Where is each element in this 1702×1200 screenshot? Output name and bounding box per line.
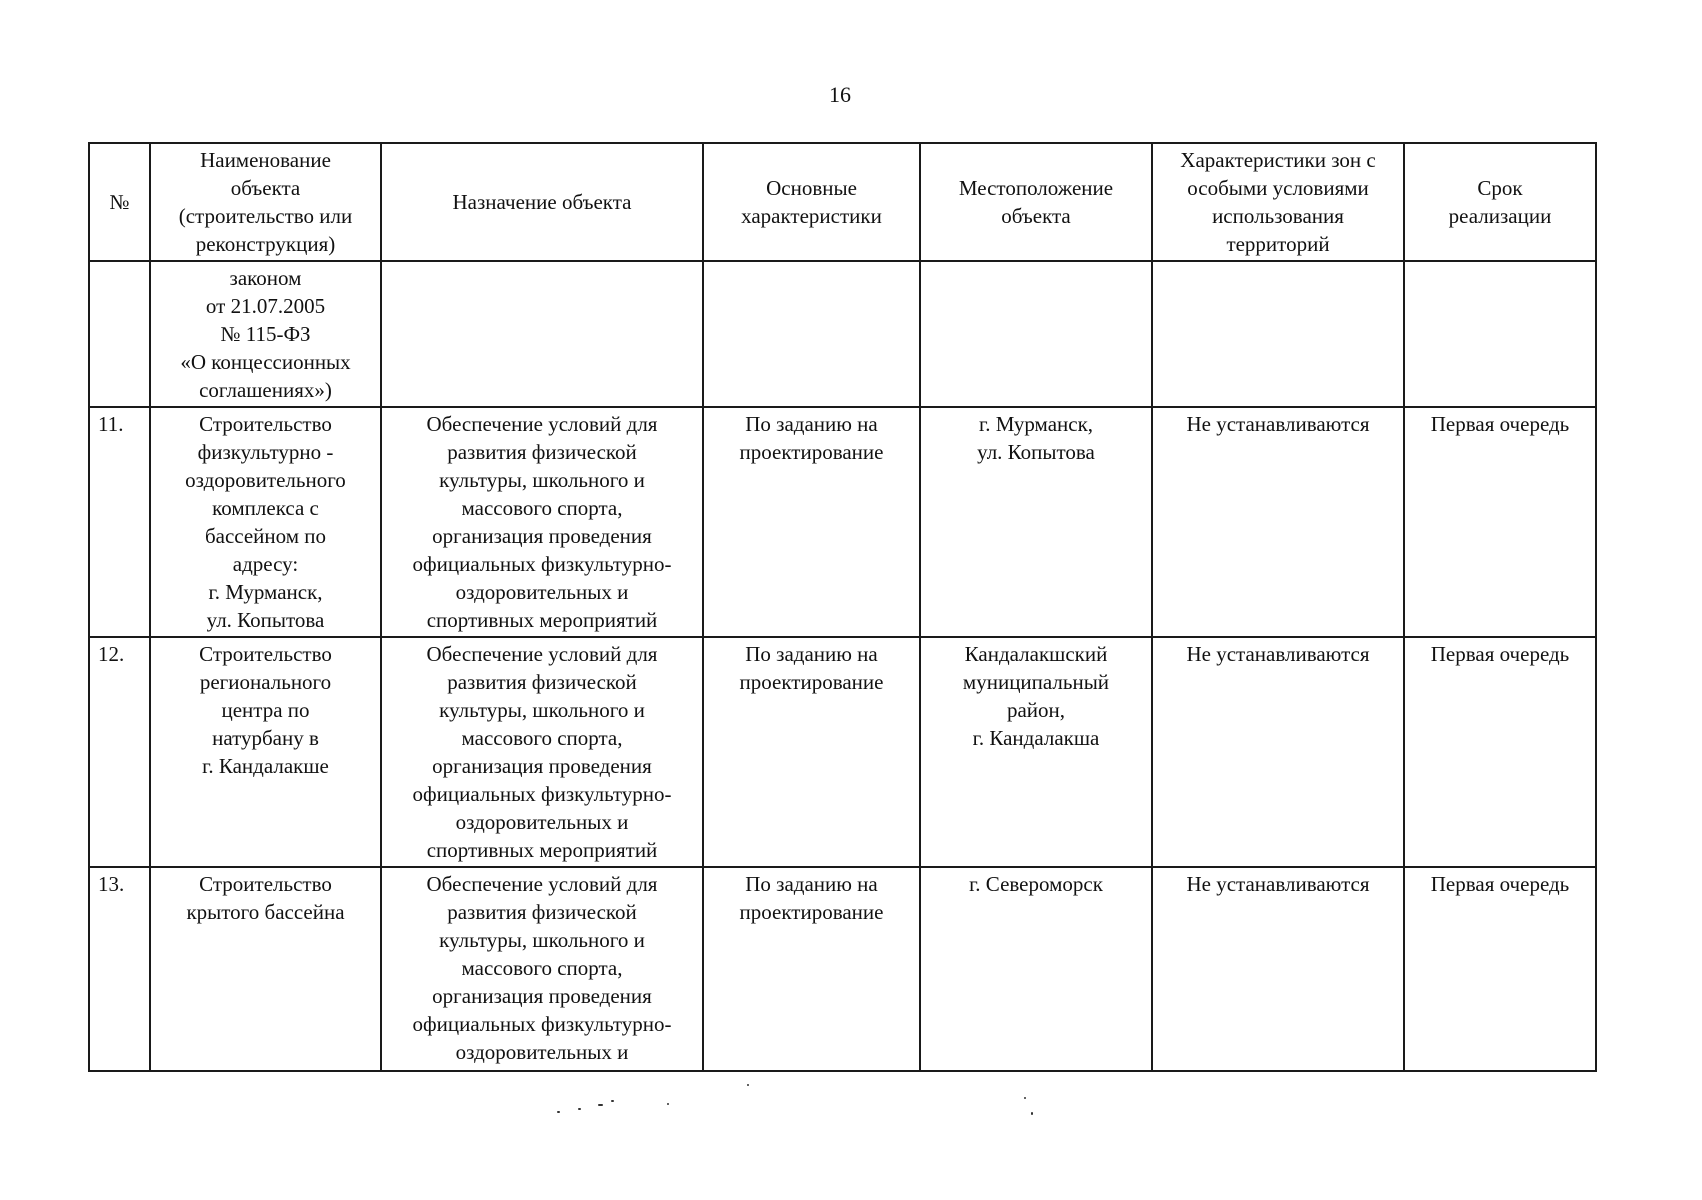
row-term (1404, 261, 1596, 407)
row-object-name: Строительство физкультурно - оздоровительного комплекса с бассейном по адресу: г. Мурманск, ул. Копытова (150, 407, 381, 637)
row-characteristics (703, 261, 920, 407)
row-term: Первая очередь (1404, 637, 1596, 867)
row-characteristics: По заданию на проектирование (703, 637, 920, 867)
page-number: 16 (829, 82, 851, 107)
header-object-purpose: Назначение объекта (381, 143, 703, 261)
header-implementation-term: Срок реализации (1404, 143, 1596, 261)
scan-speck (598, 1104, 603, 1106)
table-row (89, 261, 1596, 407)
row-characteristics: По заданию на проектирование (703, 407, 920, 637)
scan-speck (667, 1103, 669, 1105)
table-row (89, 637, 1596, 867)
row-location: г. Североморск (920, 867, 1152, 1071)
row-location: г. Мурманск, ул. Копытова (920, 407, 1152, 637)
row-location: Кандалакшский муниципальный район, г. Кандалакша (920, 637, 1152, 867)
row-location (920, 261, 1152, 407)
row-object-name: Строительство крытого бассейна (150, 867, 381, 1071)
row-object-purpose: Обеспечение условий для развития физической культуры, школьного и массового спорта, организация проведения официальных физкультурно- оздоровительных и спортивных мероприятий (381, 637, 703, 867)
row-special-zones: Не устанавливаются (1152, 407, 1404, 637)
row-term: Первая очередь (1404, 867, 1596, 1071)
header-object-location: Местоположение объекта (920, 143, 1152, 261)
row-term: Первая очередь (1404, 407, 1596, 637)
row-object-purpose: Обеспечение условий для развития физической культуры, школьного и массового спорта, организация проведения официальных физкультурно- оздоровительных и спортивных мероприятий (381, 407, 703, 637)
row-number: 11. (89, 407, 150, 637)
scan-speck (747, 1084, 749, 1086)
table-row (89, 407, 1596, 637)
header-special-zones: Характеристики зон с особыми условиями использования территорий (1152, 143, 1404, 261)
scan-speck (578, 1108, 581, 1110)
table-header-row (89, 143, 1596, 261)
row-object-name: Строительство регионального центра по натурбану в г. Кандалакше (150, 637, 381, 867)
scan-speck (611, 1100, 614, 1102)
row-object-name: законом от 21.07.2005 № 115-ФЗ «О концессионных соглашениях») (150, 261, 381, 407)
scan-speck (1024, 1097, 1026, 1099)
row-number: 12. (89, 637, 150, 867)
table-row (89, 867, 1596, 1071)
header-object-name: Наименование объекта (строительство или реконструкция) (150, 143, 381, 261)
objects-table (88, 142, 1597, 1072)
scan-speck (1031, 1112, 1033, 1115)
row-number: 13. (89, 867, 150, 1071)
row-special-zones: Не устанавливаются (1152, 637, 1404, 867)
row-special-zones: Не устанавливаются (1152, 867, 1404, 1071)
row-object-purpose (381, 261, 703, 407)
row-number (89, 261, 150, 407)
header-number: № (89, 143, 150, 261)
row-characteristics: По заданию на проектирование (703, 867, 920, 1071)
row-object-purpose: Обеспечение условий для развития физической культуры, школьного и массового спорта, организация проведения официальных физкультурно- оздоровительных и (381, 867, 703, 1071)
scan-speck (557, 1111, 560, 1113)
row-special-zones (1152, 261, 1404, 407)
header-main-characteristics: Основные характеристики (703, 143, 920, 261)
